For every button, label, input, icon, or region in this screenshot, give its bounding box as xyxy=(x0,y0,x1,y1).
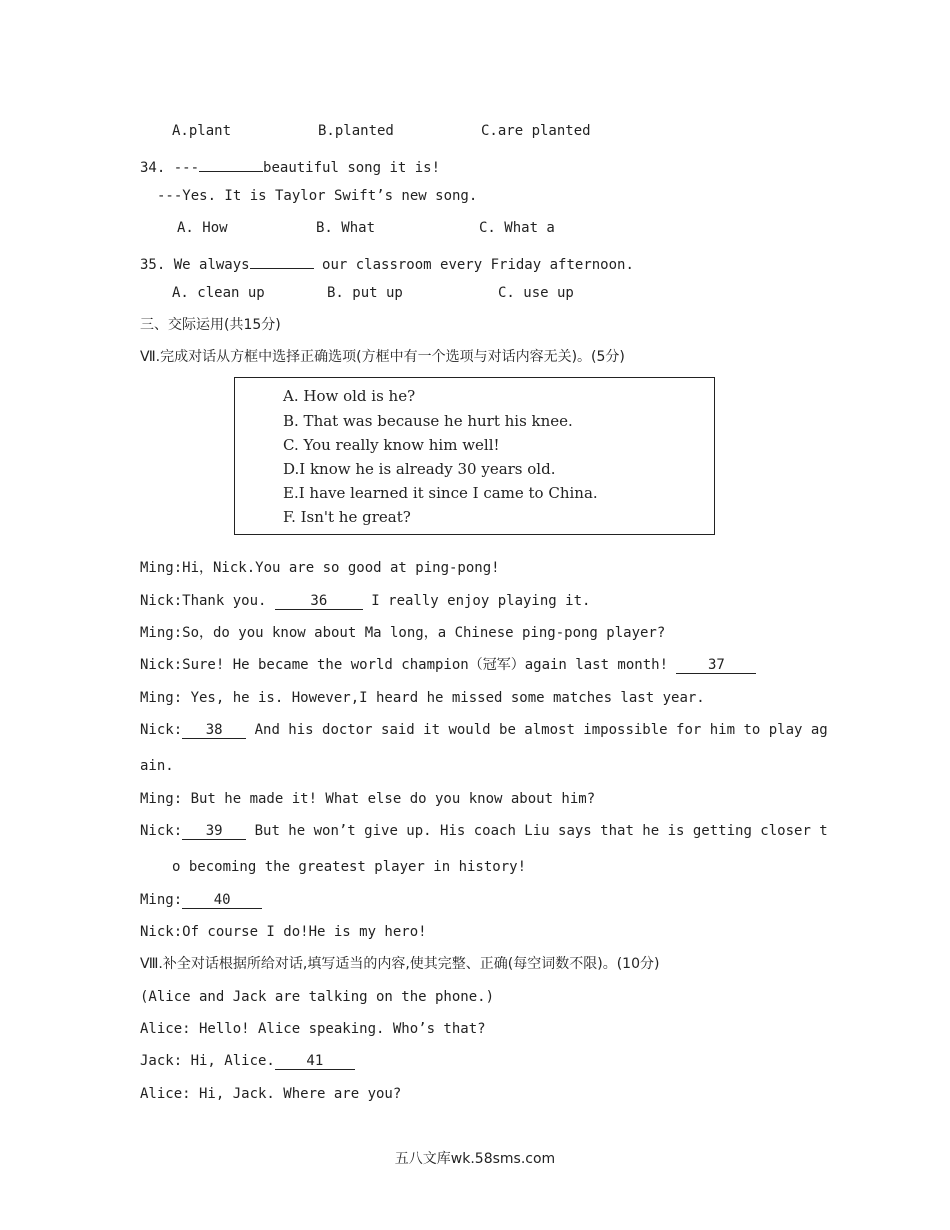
q33-option-c: C.are planted xyxy=(481,123,591,139)
part-7-title: Ⅶ.完成对话从方框中选择正确选项(方框中有一个选项与对话内容无关)。(5分) xyxy=(140,349,625,365)
dialogue-line: Ming: But he made it! What else do you know about him? xyxy=(140,791,596,807)
dialogue-text: Ming: xyxy=(140,892,183,908)
q35-option-b: B. put up xyxy=(327,285,403,301)
question-35 xyxy=(140,252,634,274)
dialogue-text: Nick: xyxy=(140,823,183,839)
dialogue-line xyxy=(140,891,262,909)
dialogue-line: Nick:Of course I do!He is my hero! xyxy=(140,924,427,940)
question-number: 34. xyxy=(140,160,166,176)
dialogue-line: Alice: Hello! Alice speaking. Who’s that? xyxy=(140,1021,486,1037)
dialogue-line xyxy=(140,822,828,840)
dialogue-line-continued: ain. xyxy=(140,758,174,774)
q35-option-c: C. use up xyxy=(498,285,574,301)
blank-41[interactable]: 41 xyxy=(275,1053,355,1070)
box-option-b: B. That was because he hurt his knee. xyxy=(283,412,573,430)
dialogue-line: Ming:Hi，Nick.You are so good at ping-pong! xyxy=(140,560,500,576)
blank-38[interactable]: 38 xyxy=(182,722,246,739)
question-prefix: --- xyxy=(173,160,200,176)
blank-39[interactable]: 39 xyxy=(182,823,246,840)
question-prefix: We always xyxy=(173,257,250,273)
dialogue-text: But he won’t give up. His coach Liu says that he is getting closer t xyxy=(246,823,828,839)
q33-option-b: B.planted xyxy=(318,123,394,139)
q33-option-a: A.plant xyxy=(172,123,232,139)
dialogue-intro: (Alice and Jack are talking on the phone.) xyxy=(140,989,495,1005)
dialogue-line xyxy=(140,721,828,739)
section-3-title: 三、交际运用(共15分) xyxy=(140,317,281,333)
dialogue-text: I really enjoy playing it. xyxy=(362,593,591,609)
options-box xyxy=(234,377,715,535)
dialogue-text: And his doctor said it would be almost impossible for him to play ag xyxy=(246,722,828,738)
dialogue-line xyxy=(140,592,590,610)
q34-option-c: C. What a xyxy=(479,220,555,236)
box-option-e: E.I have learned it since I came to China. xyxy=(283,484,598,502)
dialogue-line: Ming: Yes, he is. However,I heard he missed some matches last year. xyxy=(140,690,705,706)
q35-option-a: A. clean up xyxy=(172,285,265,301)
q34-reply: ---Yes. It is Taylor Swift’s new song. xyxy=(157,188,478,204)
dialogue-text: Nick:Thank you. xyxy=(140,593,275,609)
dialogue-line: Alice: Hi, Jack. Where are you? xyxy=(140,1086,402,1102)
answer-blank[interactable] xyxy=(199,155,263,172)
dialogue-line: Ming:So，do you know about Ma long，a Chinese ping-pong player? xyxy=(140,625,666,641)
box-option-d: D.I know he is already 30 years old. xyxy=(283,460,556,478)
dialogue-text: Jack: Hi, Alice. xyxy=(140,1053,275,1069)
question-34 xyxy=(140,155,440,177)
footer-watermark: 五八文库wk.58sms.com xyxy=(394,1151,556,1167)
q34-option-a: A. How xyxy=(177,220,228,236)
part-8-title: Ⅷ.补全对话根据所给对话,填写适当的内容,使其完整、正确(每空词数不限)。(10分) xyxy=(140,956,660,972)
question-suffix: beautiful song it is! xyxy=(263,160,441,176)
dialogue-line xyxy=(140,656,756,674)
dialogue-line xyxy=(140,1052,355,1070)
dialogue-text: Nick:Sure! He became the world champion（冠军）again last month! xyxy=(140,657,677,673)
box-option-f: F. Isn't he great? xyxy=(283,508,411,526)
blank-36[interactable]: 36 xyxy=(275,593,363,610)
answer-blank[interactable] xyxy=(250,252,314,269)
blank-40[interactable]: 40 xyxy=(182,892,262,909)
dialogue-line-continued: o becoming the greatest player in history! xyxy=(172,859,527,875)
box-option-c: C. You really know him well! xyxy=(283,436,500,454)
q34-option-b: B. What xyxy=(316,220,376,236)
question-number: 35. xyxy=(140,257,166,273)
question-suffix: our classroom every Friday afternoon. xyxy=(313,257,634,273)
box-option-a: A. How old is he? xyxy=(283,387,416,405)
blank-37[interactable]: 37 xyxy=(676,657,756,674)
dialogue-text: Nick: xyxy=(140,722,183,738)
